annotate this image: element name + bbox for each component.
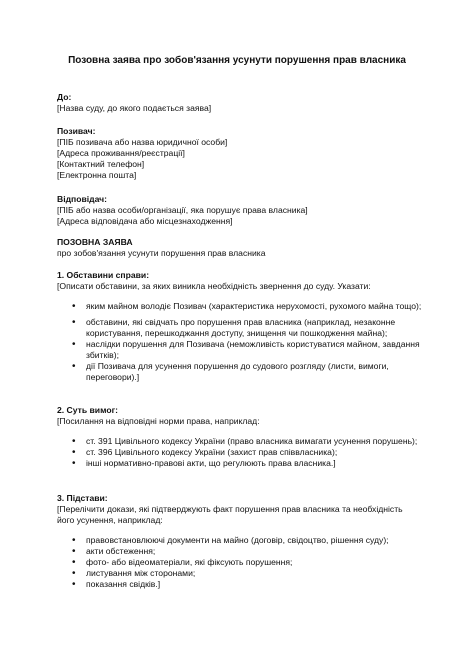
section2-heading: 2. Суть вимог: <box>57 405 119 415</box>
section3-heading: 3. Підстави: <box>57 493 108 503</box>
section-grounds <box>57 493 422 590</box>
document-title: Позовна заява про зобов'язання усунути порушення прав власника <box>68 55 406 66</box>
section-plaintiff <box>57 126 422 181</box>
section-to <box>57 92 422 114</box>
list-item: • показання свідків.] <box>57 579 422 590</box>
list-item: • фото- або відеоматеріали, які фіксують порушення; <box>57 557 422 568</box>
list-item: • наслідки порушення для Позивача (неможливість користуватися майном, завдання збитків); <box>57 339 422 361</box>
plaintiff-line: [Адреса проживання/реєстрації] <box>57 148 185 158</box>
section3-intro: [Перелічити докази, які підтверджують факт порушення прав власника та необхідність його усунення, наприклад: <box>57 504 403 525</box>
plaintiff-line: [Електронна пошта] <box>57 170 137 180</box>
court-name-line: [Назва суду, до якого подається заява] <box>57 103 212 113</box>
section2-intro: [Посилання на відповідні норми права, наприклад: <box>57 416 260 426</box>
section-defendant <box>57 194 422 227</box>
list-item: • дії Позивача для усунення порушення до судового розгляду (листи, вимоги, переговори).] <box>57 361 422 383</box>
defendant-line: [ПІБ або назва особи/організації, яка порушує права власника] <box>57 205 308 215</box>
list-item: • листування між сторонами; <box>57 568 422 579</box>
section1-heading: 1. Обставини справи: <box>57 270 150 280</box>
plaintiff-line: [Контактний телефон] <box>57 159 145 169</box>
section2-list <box>57 436 422 469</box>
section-circumstances <box>57 270 422 383</box>
plaintiff-heading: Позивач: <box>57 126 96 136</box>
list-item: • обставини, які свідчать про порушення прав власника (наприклад, незаконне користування, перешкоджання доступу, знищення чи пошкодження майна); <box>57 317 422 339</box>
claim-subtitle: про зобов'язання усунути порушення прав власника <box>57 248 266 258</box>
section-claim <box>57 237 422 259</box>
section3-list <box>57 535 422 590</box>
to-heading: До: <box>57 92 72 102</box>
list-item: • ст. 391 Цивільного кодексу України (право власника вимагати усунення порушень); <box>57 436 422 447</box>
list-item: • інші нормативно-правові акти, що регулюють права власника.] <box>57 458 422 469</box>
plaintiff-line: [ПІБ позивача або назва юридичної особи] <box>57 137 228 147</box>
defendant-line: [Адреса відповідача або місцезнаходження] <box>57 216 233 226</box>
defendant-heading: Відповідач: <box>57 194 108 204</box>
claim-heading: ПОЗОВНА ЗАЯВА <box>57 237 133 247</box>
list-item: • яким майном володіє Позивач (характеристика нерухомості, рухомого майна тощо); <box>57 301 422 312</box>
list-item: • акти обстеження; <box>57 546 422 557</box>
section1-intro: [Описати обставини, за яких виникла необхідність звернення до суду. Указати: <box>57 281 371 291</box>
list-item: • правовстановлюючі документи на майно (договір, свідоцтво, рішення суду); <box>57 535 422 546</box>
section1-list <box>57 301 422 383</box>
list-item: • ст. 396 Цивільного кодексу України (захист прав співвласника); <box>57 447 422 458</box>
section-claims <box>57 405 422 469</box>
